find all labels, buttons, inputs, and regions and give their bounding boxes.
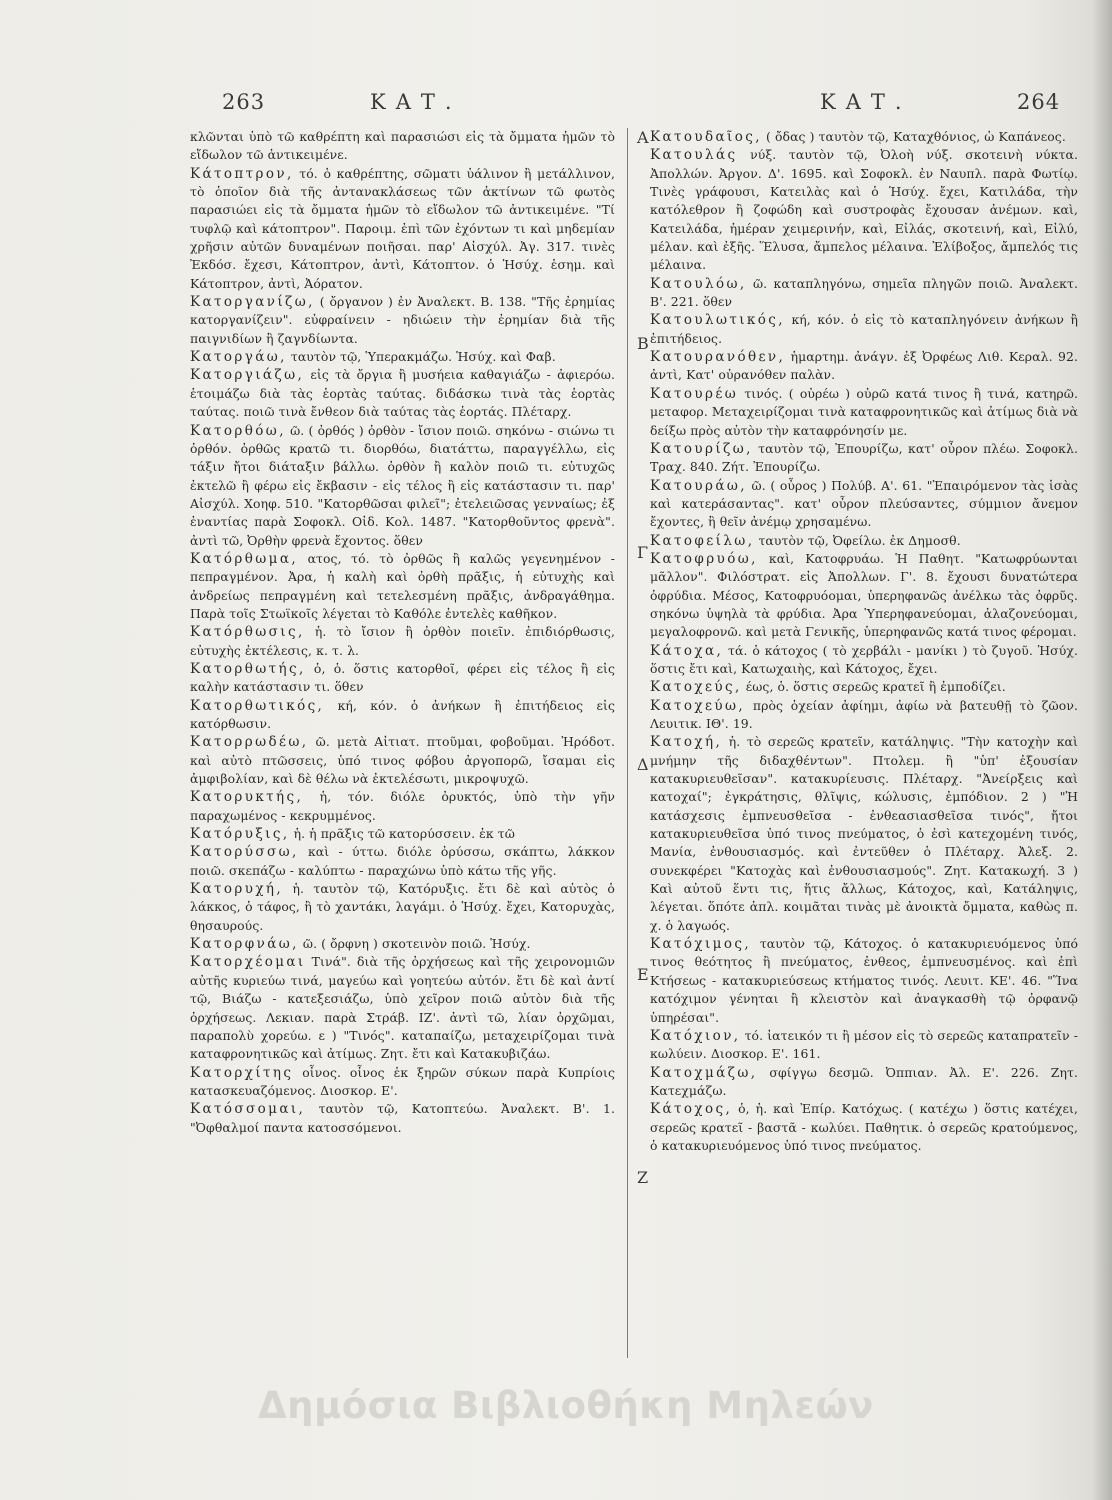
left-column: [190, 128, 615, 1137]
entry-headword: Κάτοπτρον,: [190, 165, 294, 182]
entry-definition: ἡμαρτημ. ἀνάγν. ἐξ Ὀρφέως Λιθ. Κεραλ. 92. ἀντὶ, Κατ' οὐρανόθεν παλὰν.: [650, 349, 1079, 383]
entry-definition: τά. ὁ κάτοχος ( τὸ χερβάλι - μανίκι ) τὸ ζυγοῦ. Ἡσύχ. ὅστις ἔτι καὶ, Κατωχαιὴς, καὶ Κάτοχος, ἔχει.: [650, 642, 1078, 676]
entry-headword: Κατουρέω: [650, 385, 739, 402]
entry-definition: καὶ, Κατοφρυάω. Ἡ Παθητ. "Κατωφρύωνται μᾶλλον". Φιλόστρατ. εἰς Ἀπολλων. Γ'. 8. ἔχουσι δυνατώτερα ὀφρύδια. Μέσος, Κατοφρυόομαι, ὑπερηφανῶς ἀνέλκω τὰς ὀφρῦς. σηκόνω ὑψηλὰ τὰ φρύδια. Ἀρα Ὑπερηφανεύομαι, ἀλαζονεύομαι, μεγαλοφρονῶ. καὶ μετὰ Γενικῆς, ὑπερηφανῶς κατά τινος φέρομαι.: [650, 550, 1078, 640]
entry-headword: Κατορρωδέω,: [190, 734, 309, 751]
entry-definition: ῶ. μετὰ Αἰτιατ. πτοῦμαι, φοβοῦμαι. Ἡρόδοτ. καὶ αὐτὸ πτῶσσεις, ὑπό τινος φόβου ἀργοπορῶ, ἴσαμαι εἰς ἀμφιβολίαν, καὶ δὲ θέλω νὰ ἐκτελέσωτι, μικροψυχῶ.: [190, 734, 615, 787]
entry-definition: ἡ, τόν. διόλε ὀρυκτός, ὑπὸ τὴν γῆν παραχωμένος - κεκρυμμένος.: [190, 789, 615, 823]
entry-headword: Κάτοχος,: [650, 1101, 733, 1118]
dictionary-entry: [650, 532, 1078, 550]
dictionary-entry: [190, 788, 615, 825]
dictionary-entry: [650, 146, 1078, 274]
library-watermark: Δημόσια Βιβλιοθήκη Μηλεών: [258, 1384, 874, 1427]
dictionary-entry: [190, 1064, 615, 1101]
entry-definition: ἡ. ταυτὸν τῷ, Κατόρυξις. ἔτι δὲ καὶ αὐτὸς ὁ λάκκος, ὁ τάφος, ἢ τὸ χαντάκι, λαγάμι. ὁ Ἡσύχ. ἔχει, Κατορυχὰς, θησαυρούς.: [190, 881, 615, 933]
dictionary-entry: [190, 550, 615, 623]
entry-definition: κλῶνται ὑπὸ τῶ καθρέπτη καὶ παρασιώσι εἰς τὰ ὄμματα ἡμῶν τὸ εἴδωλον τῶ ἀντικειμένε.: [190, 129, 615, 163]
entry-headword: Κατοργανίζω,: [190, 294, 315, 311]
entry-definition: ὁ, ἡ. καὶ Ἐπίρ. Κατόχως. ( κατέχω ) ὅστις κατέχει, σερεῶς κρατεῖ - βαστᾶ - κωλύει. Παθητικ. ὁ σερεῶς κρατούμενος, ὁ κατακυριευόμενος ὑπό τινος πνεύματος.: [650, 1101, 1078, 1153]
dictionary-entry: [650, 128, 1078, 146]
dictionary-entry: [190, 366, 615, 421]
entry-definition: ἡ. τὸ ἴσιον ἢ ὀρθὸν ποιεῖν. ἐπιδιόρθωσις, εὐτυχὴς ἐκτέλεσις, κ. τ. λ.: [190, 624, 615, 658]
dictionary-entry: [650, 550, 1078, 642]
dictionary-entry: [650, 311, 1078, 348]
entry-headword: Κατουλάς: [650, 147, 738, 164]
entry-headword: Κατόρθωσις,: [190, 624, 305, 641]
entry-headword: Κατόχιον,: [650, 1027, 741, 1044]
entry-definition: οἶνος. οἶνος ἐκ ξηρῶν σύκων παρὰ Κυπρίοις κατασκευαζόμενος. Διοσκορ. Ε'.: [190, 1064, 615, 1098]
dictionary-entry: [650, 477, 1078, 532]
entry-headword: Κατουδαῖος,: [650, 129, 762, 145]
column-divider: [627, 128, 628, 1358]
dictionary-entry: [650, 1064, 1078, 1101]
entry-definition: τινός. ( οὐρέω ) οὐρῶ κατά τινος ἢ τινά, κατηρῶ. μεταφορ. Μεταχειρίζομαι τινὰ καταφρονητικῶς καὶ ἀτίμως διὰ νὰ δείξω πρὸς αὐτὸν τὴν καταφρόνησίν με.: [650, 385, 1078, 438]
entry-headword: Κάτοχα,: [650, 642, 724, 659]
page-edge-shadow: [1092, 0, 1112, 1500]
dictionary-entry: [650, 733, 1078, 935]
entry-definition: τό. ὁ καθρέπτης, σῶματι ὑάλινον ἢ μετάλλινον, τὸ ὁποῖον διὰ τῆς ἀντανακλάσεως τῶν ἀκτίνων τῶ φωτὸς παρασιώει εἰς τὰ ὄμματα ἡμῶν τὸ εἴδωλον τῶ ἀντικειμένε. "Τί τυφλῷ καὶ κάτοπτρον". Παροιμ. ἐπὶ τῶν ἐχόντων τι καὶ μηδεμίαν χρῆσιν αὐτῶν δυναμένων ποιῆσαι. παρ' Αἰσχύλ. Ἀγ. 317. τινὲς Ἐκδόσ. ἔχεσι, Κάτοπτρον, ἀντὶ, Κάτοπτον. ὁ Ἡσύχ. ἑσημ. καὶ Κάτοπτρον, ἀντὶ, Ἀόρατον.: [190, 165, 615, 291]
entry-headword: Κατορθωτής,: [190, 660, 306, 677]
entry-headword: Κατοφείλω,: [650, 532, 755, 549]
entry-headword: Κατορθωτικός,: [190, 697, 325, 714]
dictionary-entry: [190, 697, 615, 734]
left-running-title: ΚΑΤ.: [370, 90, 462, 114]
dictionary-entry: [650, 935, 1078, 1027]
entry-headword: Κατορύσσω,: [190, 844, 299, 861]
section-marker: Z: [637, 1168, 649, 1187]
entry-definition: Τινά". διὰ τῆς ὀρχήσεως καὶ τῆς χειρονομιῶν αὐτῆς κυριεύω τινά, μαγεύω καὶ γοητεύω αὐτόν. ἔτι δὲ καὶ ἀντί τῷ, Βιάζω - κατεξεσιάζω, ὑπὸ χεῖρον ποιῶ αὐτὸν διὰ τῆς ὀρχήσεως. Λεκιαν. παρὰ Στράβ. ΙΖ'. ἀντὶ τῶ, λίαν ὀρχῶμαι, παραπολὺ χορεύω. ε ) "Τινός". καταπαίζω, μεταχειρίζομαι τινὰ καταφρονητικῶς καὶ ἀτίμως. Ζητ. ἔτι καὶ Κατακυβιζάω.: [190, 954, 615, 1062]
entry-headword: Κατοργάω,: [190, 349, 287, 366]
dictionary-entry: [190, 843, 615, 880]
right-page-number: 264: [1017, 90, 1061, 114]
entry-definition: πρὸς ὀχείαν ἀφίημι, ἀφίω νὰ βατευθῇ τὸ ζῶον. Λευιτικ. ΙΘ'. 19.: [650, 697, 1078, 731]
entry-definition: κή, κόν. ὁ εἰς τὸ καταπληγόνειν ἀνήκων ἢ ἐπιτήδειος.: [650, 312, 1078, 346]
dictionary-entry: [190, 1100, 615, 1137]
dictionary-entry: [190, 825, 615, 843]
dictionary-entry: [650, 642, 1078, 679]
entry-headword: Κατουλόω,: [650, 275, 747, 292]
entry-headword: Κατουρίζω,: [650, 440, 753, 457]
dictionary-entry: [190, 422, 615, 550]
dictionary-entry: [190, 348, 615, 366]
entry-definition: ῶ. ( ὀρθός ) ὀρθὸν - ἴσιον ποιῶ. σηκόνω - σιώνω τι ὀρθόν. ὀρθῶς κρατῶ τι. διορθόω, διατάττω, παραγγέλλω, εἰς τάξιν ἤτοι διάταξιν βάλλω. ὀρθὸν ἢ καλὸν ποιῶ τι. εὐτυχῶς ἐκτελῶ ἢ φέρω εἰς ἔκβασιν - εἰς τέλος ἢ εἰς κατάστασιν τι. παρ' Αἰσχύλ. Χοηφ. 510. "Κατορθῶσαι φιλεῖ"; ἐτελειῶσας γενναίως; ἐξ ἐναντίας παρὰ Σοφοκλ. Οἰδ. Κολ. 1487. "Κατορθοῦντος φρενὰ". ἀντὶ τῶ, Ὀρθὴν φρενὰ ἔχοντος. ὅθεν: [190, 422, 615, 548]
dictionary-entry: [650, 1027, 1078, 1064]
dictionary-entry: [190, 165, 615, 293]
section-marker: Γ: [637, 543, 649, 562]
entry-definition: έως, ὁ. ὅστις σερεῶς κρατεῖ ἢ ἐμποδίζει.: [745, 679, 1006, 695]
entry-headword: Κατουράω,: [650, 477, 747, 494]
dictionary-entry: [190, 128, 615, 165]
section-marker: E: [637, 965, 649, 984]
entry-definition: ἡ. ἡ πρᾶξις τῶ κατορύσσειν. ἐκ τῶ: [293, 826, 515, 842]
dictionary-entry: [190, 953, 615, 1063]
right-column: [650, 128, 1078, 1155]
entry-headword: Κατοφρυόω,: [650, 550, 758, 567]
entry-definition: ῶ. ( οὖρος ) Πολύβ. Α'. 61. "Ἐπαιρόμενον τὰς ἱσὰς καὶ κατεράσαντας". κατ' οὖρον πλεύσαντες, σύμμιον ἄνεμον ἔχοντες, ἢ θεῖν ἀνέμῳ χρησαμένω.: [650, 477, 1078, 530]
entry-headword: Κατοχεύς,: [650, 679, 742, 696]
entry-definition: ατος, τό. τὸ ὀρθῶς ἢ καλῶς γεγενημένον - πεπραγμένον. Ἀρα, ἡ καλὴ καὶ ὀρθὴ πρᾶξις, ἡ εὐτυχὴς καὶ ἀνδρείως πεπραγμένη καὶ τετελεσμένη πρᾶξις, ἀνδραγάθημα. Παρὰ τοῖς Στωϊκοῖς λέγεται τὸ Καθόλε ἐντελὲς καθῆκον.: [190, 550, 615, 621]
entry-headword: Κατορχέομαι: [190, 954, 306, 971]
entry-definition: τό. ἰατεικόν τι ἢ μέσον εἰς τὸ σερεῶς καταπρατεῖν - κωλύειν. Διοσκορ. Ε'. 161.: [650, 1027, 1078, 1062]
dictionary-entry: [190, 660, 615, 697]
entry-definition: σφίγγω δεσμῶ. Ὀππιαν. Ἀλ. Ε'. 226. Ζητ. Κατεχμάζω.: [650, 1064, 1078, 1098]
entry-headword: Κατοχή,: [650, 734, 723, 751]
entry-headword: Κατορυκτής,: [190, 789, 304, 806]
entry-headword: Κατορυχή,: [190, 881, 284, 898]
entry-definition: ῶ. καταπληγόνω, σημεῖα πληγῶν ποιῶ. Ἀναλεκτ. Β'. 221. ὅθεν: [650, 275, 1078, 310]
entry-headword: Κατόρυξις,: [190, 826, 290, 843]
dictionary-entry: [190, 935, 615, 953]
entry-definition: καὶ - ύττω. διόλε ὀρύσσω, σκάπτω, λάκκον ποιῶ. σκεπάζω - καλύπτω - παραχώνω ὑπὸ κάτω τῆς γῆς.: [190, 844, 616, 878]
entry-headword: Κατουρανόθεν,: [650, 349, 786, 366]
entry-definition: ταυτὸν τῷ, Ὀφείλω. ἐκ Δημοσθ.: [758, 532, 961, 548]
entry-headword: Κατόρθωμα,: [190, 550, 299, 567]
entry-definition: κή, κόν. ὁ ἀνήκων ἢ ἐπιτήδειος εἰς κατόρθωσιν.: [190, 697, 615, 731]
dictionary-entry: [190, 880, 615, 935]
entry-headword: Κατοργιάζω,: [190, 367, 305, 384]
entry-definition: ῶ. ( ὄρφνη ) σκοτεινὸν ποιῶ. Ἡσύχ.: [302, 936, 531, 952]
entry-definition: ὁ, ὁ. ὅστις κατορθοῖ, φέρει εἰς τέλος ἢ εἰς καλὴν κατάστασιν τι. ὅθεν: [190, 660, 615, 695]
entry-headword: Κατόσσομαι,: [190, 1101, 306, 1118]
left-page-number: 263: [222, 90, 266, 114]
entry-definition: νύξ. ταυτὸν τῷ, Ὀλοὴ νύξ. σκοτεινὴ νύκτα. Ἀπολλών. Ἀργον. Δ'. 1695. καὶ Σοφοκλ. ἐν Ναυπλ. παρὰ Φωτίῳ. Τινὲς γράφουσι, Κατειλὰς καὶ ὁ Ἡσύχ. ἔχει, Κατιλάδα, τὴν κατόλεθρον ἢ ζοφώδη καὶ συστροφὰς ἔχουσαν ἀνέμων. καὶ, Κατειλάδα, ἡμέραν χειμερινήν, καὶ, Εἰλάς, σκοτεινή, καὶ, Εἰλύ, μέλαν. καὶ ἐξῆς. Ἕλυσα, ἄμπελος μέλαινα. Ἐλίβοξος, ἄμπελός τις μέλαινα.: [650, 147, 1078, 273]
entry-headword: Κατοχεύω,: [650, 697, 746, 714]
dictionary-entry: [650, 1100, 1078, 1155]
entry-headword: Κατορχίτης: [190, 1064, 294, 1081]
dictionary-entry: [650, 678, 1078, 696]
dictionary-entry: [650, 385, 1078, 440]
entry-headword: Κατορθόω,: [190, 422, 286, 439]
entry-definition: ταυτὸν τῷ, Ἐπουρίζω, κατ' οὖρον πλέω. Σοφοκλ. Τραχ. 840. Ζήτ. Ἐπουρίζω.: [650, 440, 1078, 475]
entry-headword: Κατορφνάω,: [190, 936, 299, 953]
right-running-title: ΚΑΤ.: [820, 90, 912, 114]
entry-headword: Κατοχμάζω,: [650, 1064, 758, 1081]
entry-definition: ταυτὸν τῷ, Κάτοχος. ὁ κατακυριευόμενος ὑπό τινος θεότητος ἢ πνεύματος, ἐνθεος, ἐμπνευσμένος. καὶ ἐπὶ Κτήσεως - κατακυριεύσεως κτήματος τινός. Λευιτ. ΚΕ'. 46. "Ἵνα κατόχιμον γένηται ἢ κλειστὸν καὶ ἀναγκασθὴ τῷ ὀρφανῷ ὑπηρέσαι".: [650, 936, 1078, 1025]
entry-headword: Κατόχιμος,: [650, 936, 752, 953]
entry-headword: Κατουλωτικός,: [650, 312, 785, 329]
dictionary-entry: [190, 293, 615, 348]
dictionary-entry: [650, 348, 1078, 385]
dictionary-entry: [650, 440, 1078, 477]
section-marker: A: [637, 128, 649, 147]
entry-definition: ( ὄδας ) ταυτὸν τῷ, Καταχθόνιος, ὡ Καπάνεος.: [765, 129, 1066, 144]
dictionary-entry: [650, 275, 1078, 312]
entry-definition: ἡ. τὸ σερεῶς κρατεῖν, κατάληψις. "Τὴν κατοχὴν καὶ μνήμην τῆς διδαχθέντων". Πτολεμ. ἢ "ὑπ' ἐξουσίαν κατακυριευθεῖσαν". κατακυρίευσις. Πλέταρχ. "Ἀνείρξεις καὶ κατοχαί"; ἐγκράτησις, θλῖψις, κώλυσις, ἐμπόδιον. 2 ) "Ἡ κατάσχεσις ἐμπνευσθεῖσα - ἐνθεασιασθεῖσα τινός", ἤτοι κατακυριευθεῖσα ὑπό τινος πνεύματος, ὁ ἐσὶ κατεχομένη τινός, Μανία, ἐνθουσιασμός. καὶ ἐντεῦθεν ὁ Πλέταρχ. Ἀλεξ. 2. συνεκφέρει "Κατοχὰς καὶ ἐνθουσιασμούς". Ζητ. Κατακωχή. 3 ) Καὶ αὐτοῦ ἕντι τις, ἥτις ἄλλως, Κάτοχος, καὶ, Κατάληψις, λέγεται. ὅπότε ἀπλ. κοιμᾶται τινὰς μὲ ἀνοικτὰ ὄμματα, καθὼς π. χ. ὁ λαγωός.: [650, 734, 1078, 933]
entry-definition: ( ὄργανον ) ἐν Ἀναλεκτ. Β. 138. "Τῆς ἐρημίας κατοργανίζειν". εὐφραίνειν - ηδιώειν τὴν ἐρημίαν διὰ τῆς παιγνιδίων ἢ ζαγνδίωντα.: [190, 294, 615, 346]
entry-definition: ταυτὸν τῷ, Κατοπτεύω. Ἀναλεκτ. Β'. 1. "Ὀφθαλμοί παντα κατοσσόμενοι.: [190, 1101, 615, 1135]
section-marker: B: [637, 334, 649, 353]
dictionary-entry: [650, 697, 1078, 734]
section-marker: Δ: [637, 755, 649, 774]
entry-definition: ταυτὸν τῷ, Ὑπερακμάζω. Ἡσύχ. καὶ Φαβ.: [290, 349, 556, 365]
dictionary-entry: [190, 623, 615, 660]
entry-definition: εἰς τὰ ὄργια ἢ μυσήεια καθαγιάζω - ἀφιερόω. ἑτοιμάζω διὰ τὰς ἑορτὰς ταύτας. διδάσκω τινὰ τὰς ἑορτὰς ταύτας. ποιῶ τινὰ ἔνθεον διὰ ταύτας τὰς ἑορτάς. Πλέταρχ.: [190, 367, 615, 420]
dictionary-entry: [190, 733, 615, 788]
